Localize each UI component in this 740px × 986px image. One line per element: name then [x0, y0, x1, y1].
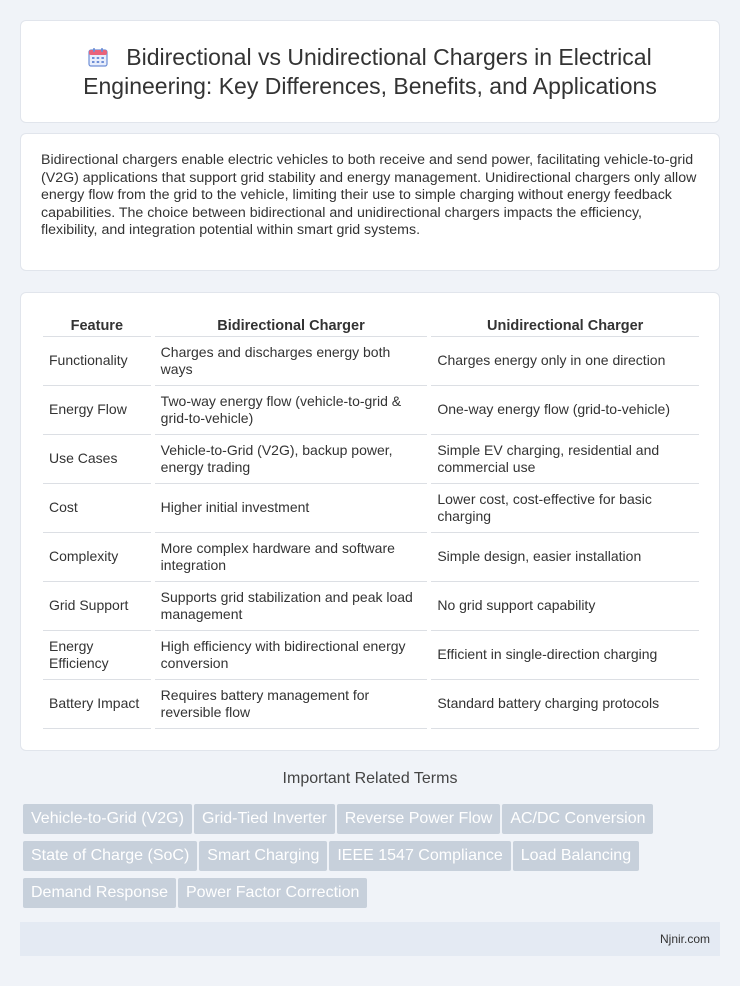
cell-unidirectional: Standard battery charging protocols [431, 680, 699, 729]
cell-bidirectional: Two-way energy flow (vehicle-to-grid & grid-to-vehicle) [155, 386, 428, 435]
cell-unidirectional: Efficient in single-direction charging [431, 631, 699, 680]
cell-unidirectional: Simple design, easier installation [431, 533, 699, 582]
related-term-tag[interactable]: IEEE 1547 Compliance [329, 841, 510, 871]
header-feature: Feature [43, 313, 151, 337]
cell-unidirectional: Lower cost, cost-effective for basic charging [431, 484, 699, 533]
header-unidirectional: Unidirectional Charger [431, 313, 699, 337]
header-bidirectional: Bidirectional Charger [155, 313, 428, 337]
table-row [43, 337, 699, 386]
calendar-icon [88, 47, 108, 67]
cell-feature: Use Cases [43, 435, 151, 484]
cell-bidirectional: Charges and discharges energy both ways [155, 337, 428, 386]
related-term-tag[interactable]: Reverse Power Flow [337, 804, 501, 834]
related-term-tag[interactable]: Vehicle-to-Grid (V2G) [23, 804, 192, 834]
table-row [43, 582, 699, 631]
page-title-text: Bidirectional vs Unidirectional Chargers in Electrical Engineering: Key Differences, Benefits, and Applications [83, 43, 657, 99]
cell-feature: Functionality [43, 337, 151, 386]
related-term-tag[interactable]: State of Charge (SoC) [23, 841, 197, 871]
intro-paragraph: Bidirectional chargers enable electric vehicles to both receive and send power, facilitating vehicle-to-grid (V2G) applications that support grid stability and energy management. Unidirectional chargers only allow energy flow from the grid to the vehicle, limiting their use to simple charging without energy feedback capabilities. The choice between bidirectional and unidirectional chargers impacts the efficiency, flexibility, and integration potential within smart grid systems. [41, 152, 697, 239]
table-row [43, 484, 699, 533]
cell-unidirectional: Simple EV charging, residential and commercial use [431, 435, 699, 484]
related-term-tag[interactable]: Load Balancing [513, 841, 639, 871]
table-row [43, 680, 699, 729]
cell-unidirectional: No grid support capability [431, 582, 699, 631]
cell-bidirectional: Requires battery management for reversible flow [155, 680, 428, 729]
cell-bidirectional: Higher initial investment [155, 484, 428, 533]
cell-feature: Grid Support [43, 582, 151, 631]
related-term-tag[interactable]: Power Factor Correction [178, 878, 367, 908]
cell-unidirectional: Charges energy only in one direction [431, 337, 699, 386]
related-terms-list [23, 804, 723, 915]
intro-card [20, 133, 720, 271]
cell-feature: Complexity [43, 533, 151, 582]
comparison-card [20, 292, 720, 751]
cell-bidirectional: High efficiency with bidirectional energy conversion [155, 631, 428, 680]
cell-feature: Energy Efficiency [43, 631, 151, 680]
cell-unidirectional: One-way energy flow (grid-to-vehicle) [431, 386, 699, 435]
table-row [43, 386, 699, 435]
title-card [20, 20, 720, 123]
cell-feature: Cost [43, 484, 151, 533]
table-row [43, 631, 699, 680]
related-term-tag[interactable]: Grid-Tied Inverter [194, 804, 335, 834]
related-terms-title: Important Related Terms [282, 770, 458, 787]
page-title [50, 43, 690, 101]
table-header-row [43, 313, 699, 337]
related-term-tag[interactable]: Demand Response [23, 878, 176, 908]
table-row [43, 435, 699, 484]
cell-bidirectional: Supports grid stabilization and peak load management [155, 582, 428, 631]
footer-brand: Njnir.com [659, 932, 710, 946]
cell-bidirectional: Vehicle-to-Grid (V2G), backup power, energy trading [155, 435, 428, 484]
related-term-tag[interactable]: AC/DC Conversion [502, 804, 653, 834]
cell-feature: Battery Impact [43, 680, 151, 729]
related-term-tag[interactable]: Smart Charging [199, 841, 327, 871]
cell-bidirectional: More complex hardware and software integration [155, 533, 428, 582]
comparison-table [43, 313, 699, 729]
table-row [43, 533, 699, 582]
cell-feature: Energy Flow [43, 386, 151, 435]
footer [20, 922, 720, 956]
